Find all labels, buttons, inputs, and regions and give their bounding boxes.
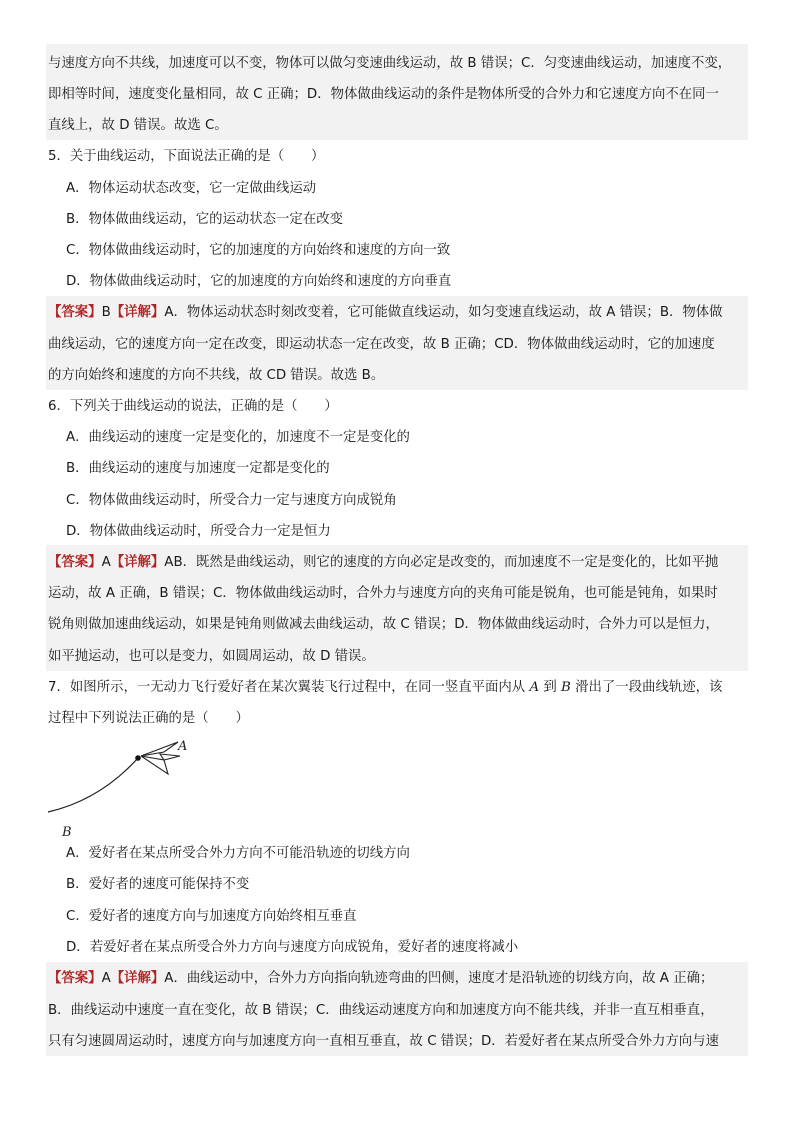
question-5-stem: 5．关于曲线运动，下面说法正确的是（ ） xyxy=(48,149,325,164)
q5-option-a: A．物体运动状态改变，它一定做曲线运动 xyxy=(66,181,317,196)
point-a-label: A xyxy=(529,680,540,695)
q5-answer-line-1 xyxy=(48,303,723,323)
question-7-stem-line-1 xyxy=(48,678,722,698)
answer-text: AB．既然是曲线运动，则它的速度的方向必定是改变的，而加速度不一定是变化的，比如平抛 xyxy=(164,555,719,570)
q6-option-d: D．物体做曲线运动时，所受合力一定是恒力 xyxy=(66,524,331,539)
q7-answer-line-3: 只有匀速圆周运动时，速度方向与加速度方向一直相互垂直，故 C 错误；D．若爱好者在某点所受合外力方向与速 xyxy=(48,1034,719,1049)
detail-tag: 【详解】 xyxy=(110,305,165,320)
q7-option-a: A．爱好者在某点所受合外力方向不可能沿轨迹的切线方向 xyxy=(66,846,410,861)
answer-tag: 【答案】 xyxy=(48,971,102,986)
point-b-label: B xyxy=(561,680,571,695)
answer-letter: B xyxy=(101,305,111,320)
answer-tag: 【答案】 xyxy=(48,555,102,570)
trajectory-curve xyxy=(48,758,138,812)
stem-text: 7．如图所示，一无动力飞行爱好者在某次翼装飞行过程中，在同一竖直平面内从 xyxy=(48,680,530,695)
q5-option-c: C．物体做曲线运动时，它的加速度的方向始终和速度的方向一致 xyxy=(66,243,451,258)
detail-tag: 【详解】 xyxy=(110,555,165,570)
q6-answer-line-1 xyxy=(48,553,718,573)
answer-line: 直线上，故 D 错误。故选 C。 xyxy=(48,118,228,133)
q6-answer-line-2: 运动，故 A 正确，B 错误；C．物体做曲线运动时，合外力与速度方向的夹角可能是锐角，也可能是钝角，如果时 xyxy=(48,586,718,601)
detail-tag: 【详解】 xyxy=(110,971,165,986)
q7-answer-line-1 xyxy=(48,969,713,989)
answer-line: 与速度方向不共线，加速度可以不变，物体可以做匀变速曲线运动，故 B 错误；C．匀变速曲线运动，加速度不变， xyxy=(48,56,732,71)
flyer-point xyxy=(135,755,141,761)
q5-option-b: B．物体做曲线运动，它的运动状态一定在改变 xyxy=(66,212,343,227)
wingsuit-flyer-icon xyxy=(141,742,180,774)
q7-option-d: D．若爱好者在某点所受合外力方向与速度方向成锐角，爱好者的速度将减小 xyxy=(66,940,519,955)
q6-answer-line-3: 锐角则做加速曲线运动，如果是钝角则做减去曲线运动，故 C 错误；D．物体做曲线运动时，合外力可以是恒力， xyxy=(48,617,719,632)
q5-answer-line-2: 曲线运动，它的速度方向一定在改变，即运动状态一定在改变，故 B 正确；CD．物体做曲线运动时，它的加速度 xyxy=(48,337,715,352)
question-7-stem-line-2: 过程中下列说法正确的是（ ） xyxy=(48,711,249,726)
q6-option-a: A．曲线运动的速度一定是变化的，加速度不一定是变化的 xyxy=(66,430,410,445)
q7-option-c: C．爱好者的速度方向与加速度方向始终相互垂直 xyxy=(66,909,357,924)
q5-answer-line-3: 的方向始终和速度的方向不共线，故 CD 错误。故选 B。 xyxy=(48,368,385,383)
trajectory-figure xyxy=(40,730,210,840)
q6-option-b: B．曲线运动的速度与加速度一定都是变化的 xyxy=(66,461,330,476)
answer-line: 即相等时间，速度变化量相同，故 C 正确；D．物体做曲线运动的条件是物体所受的合外力和它速度方向不在同一 xyxy=(48,87,719,102)
answer-tag: 【答案】 xyxy=(48,305,102,320)
stem-text: 滑出了一段曲线轨迹，该 xyxy=(570,680,723,695)
answer-text: A．物体运动状态时刻改变着，它可能做直线运动，如匀变速直线运动，故 A 错误；B．物体做 xyxy=(164,305,723,320)
stem-text: 到 xyxy=(539,680,562,695)
answer-letter: A xyxy=(101,971,111,986)
q7-answer-line-2: B．曲线运动中速度一直在变化，故 B 错误；C．曲线运动速度方向和加速度方向不能共线，并非一直互相垂直， xyxy=(48,1003,714,1018)
answer-letter: A xyxy=(101,555,111,570)
question-6-stem: 6．下列关于曲线运动的说法，正确的是（ ） xyxy=(48,399,338,414)
q6-option-c: C．物体做曲线运动时，所受合力一定与速度方向成锐角 xyxy=(66,493,397,508)
q7-option-b: B．爱好者的速度可能保持不变 xyxy=(66,877,250,892)
figure-label-a: A xyxy=(178,739,188,754)
q5-option-d: D．物体做曲线运动时，它的加速度的方向始终和速度的方向垂直 xyxy=(66,274,452,289)
answer-text: A．曲线运动中，合外力方向指向轨迹弯曲的凹侧，速度才是沿轨迹的切线方向，故 A 正确； xyxy=(164,971,714,986)
q6-answer-line-4: 如平抛运动，也可以是变力，如圆周运动，故 D 错误。 xyxy=(48,649,375,664)
figure-label-b: B xyxy=(62,825,72,840)
